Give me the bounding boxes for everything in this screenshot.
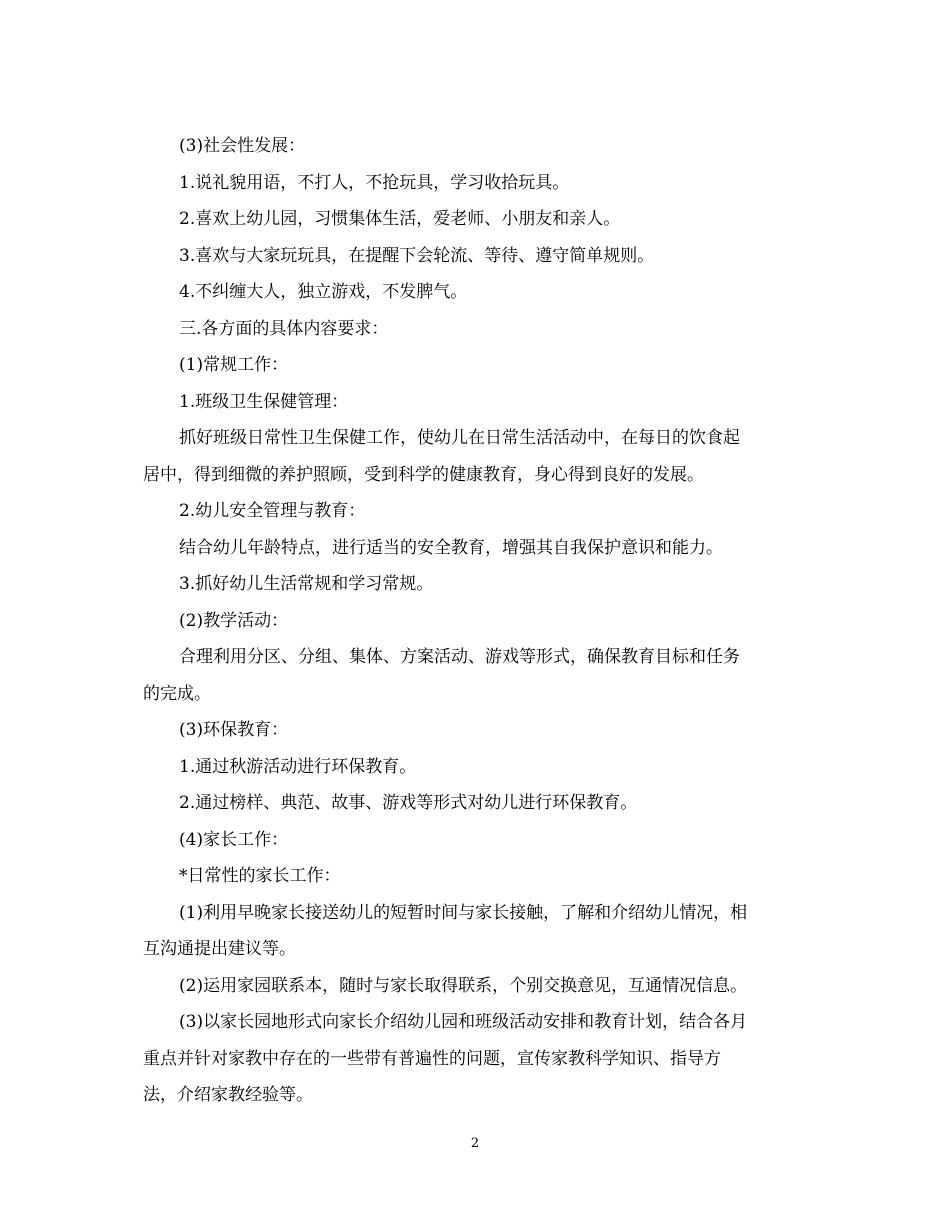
paragraph-line: 2.通过榜样、典范、故事、游戏等形式对幼儿进行环保教育。 — [179, 793, 638, 813]
paragraph-line: 的完成。 — [143, 683, 211, 704]
paragraph-line: 法，介绍家教经验等。 — [143, 1085, 313, 1105]
page-number: 2 — [470, 1136, 480, 1151]
paragraph-line: 1.说礼貌用语，不打人，不抢玩具，学习收拾玩具。 — [179, 172, 570, 193]
document-body — [143, 128, 808, 1114]
paragraph-line: 2.喜欢上幼儿园，习惯集体生活，爱老师、小朋友和亲人。 — [179, 209, 621, 229]
paragraph-line: 2.幼儿安全管理与教育： — [179, 501, 366, 521]
paragraph-line: 3.喜欢与大家玩玩具，在提醒下会轮流、等待、遵守简单规则。 — [179, 245, 655, 266]
paragraph-line: 三.各方面的具体内容要求： — [179, 318, 389, 339]
paragraph-line: 1.班级卫生保健管理： — [179, 391, 349, 412]
paragraph-line: 1.通过秋游活动进行环保教育。 — [179, 756, 417, 777]
paragraph-line: (4)家长工作： — [179, 829, 289, 850]
paragraph-line: *日常性的家长工作： — [179, 866, 341, 886]
paragraph-line: 居中，得到细微的养护照顾，受到科学的健康教育，身心得到良好的发展。 — [143, 464, 704, 485]
paragraph-line: (3)以家长园地形式向家长介绍幼儿园和班级活动安排和教育计划，结合各月 — [179, 1012, 748, 1032]
paragraph-line: 互沟通提出建议等。 — [143, 939, 296, 959]
paragraph-line: (1)常规工作： — [179, 355, 289, 375]
paragraph-line: 合理利用分区、分组、集体、方案活动、游戏等形式，确保教育目标和任务 — [179, 647, 740, 667]
paragraph-line: 抓好班级日常性卫生保健工作，使幼儿在日常生活活动中，在每日的饮食起 — [179, 428, 740, 448]
paragraph-line: (3)社会性发展： — [179, 136, 306, 156]
paragraph-line: (2)教学活动： — [179, 610, 289, 631]
paragraph-line: (2)运用家园联系本，随时与家长取得联系，个别交换意见，互通情况信息。 — [179, 975, 748, 996]
paragraph-line: 结合幼儿年龄特点，进行适当的安全教育，增强其自我保护意识和能力。 — [179, 537, 723, 558]
paragraph-line: 重点并针对家教中存在的一些带有普遍性的问题，宣传家教科学知识、指导方 — [143, 1048, 721, 1069]
paragraph-line: (3)环保教育： — [179, 720, 289, 740]
paragraph-line: (1)利用早晚家长接送幼儿的短暂时间与家长接触，了解和介绍幼儿情况，相 — [179, 902, 748, 923]
paragraph-line: 4.不纠缠大人，独立游戏，不发脾气。 — [179, 282, 468, 302]
paragraph-line: 3.抓好幼儿生活常规和学习常规。 — [179, 574, 434, 594]
